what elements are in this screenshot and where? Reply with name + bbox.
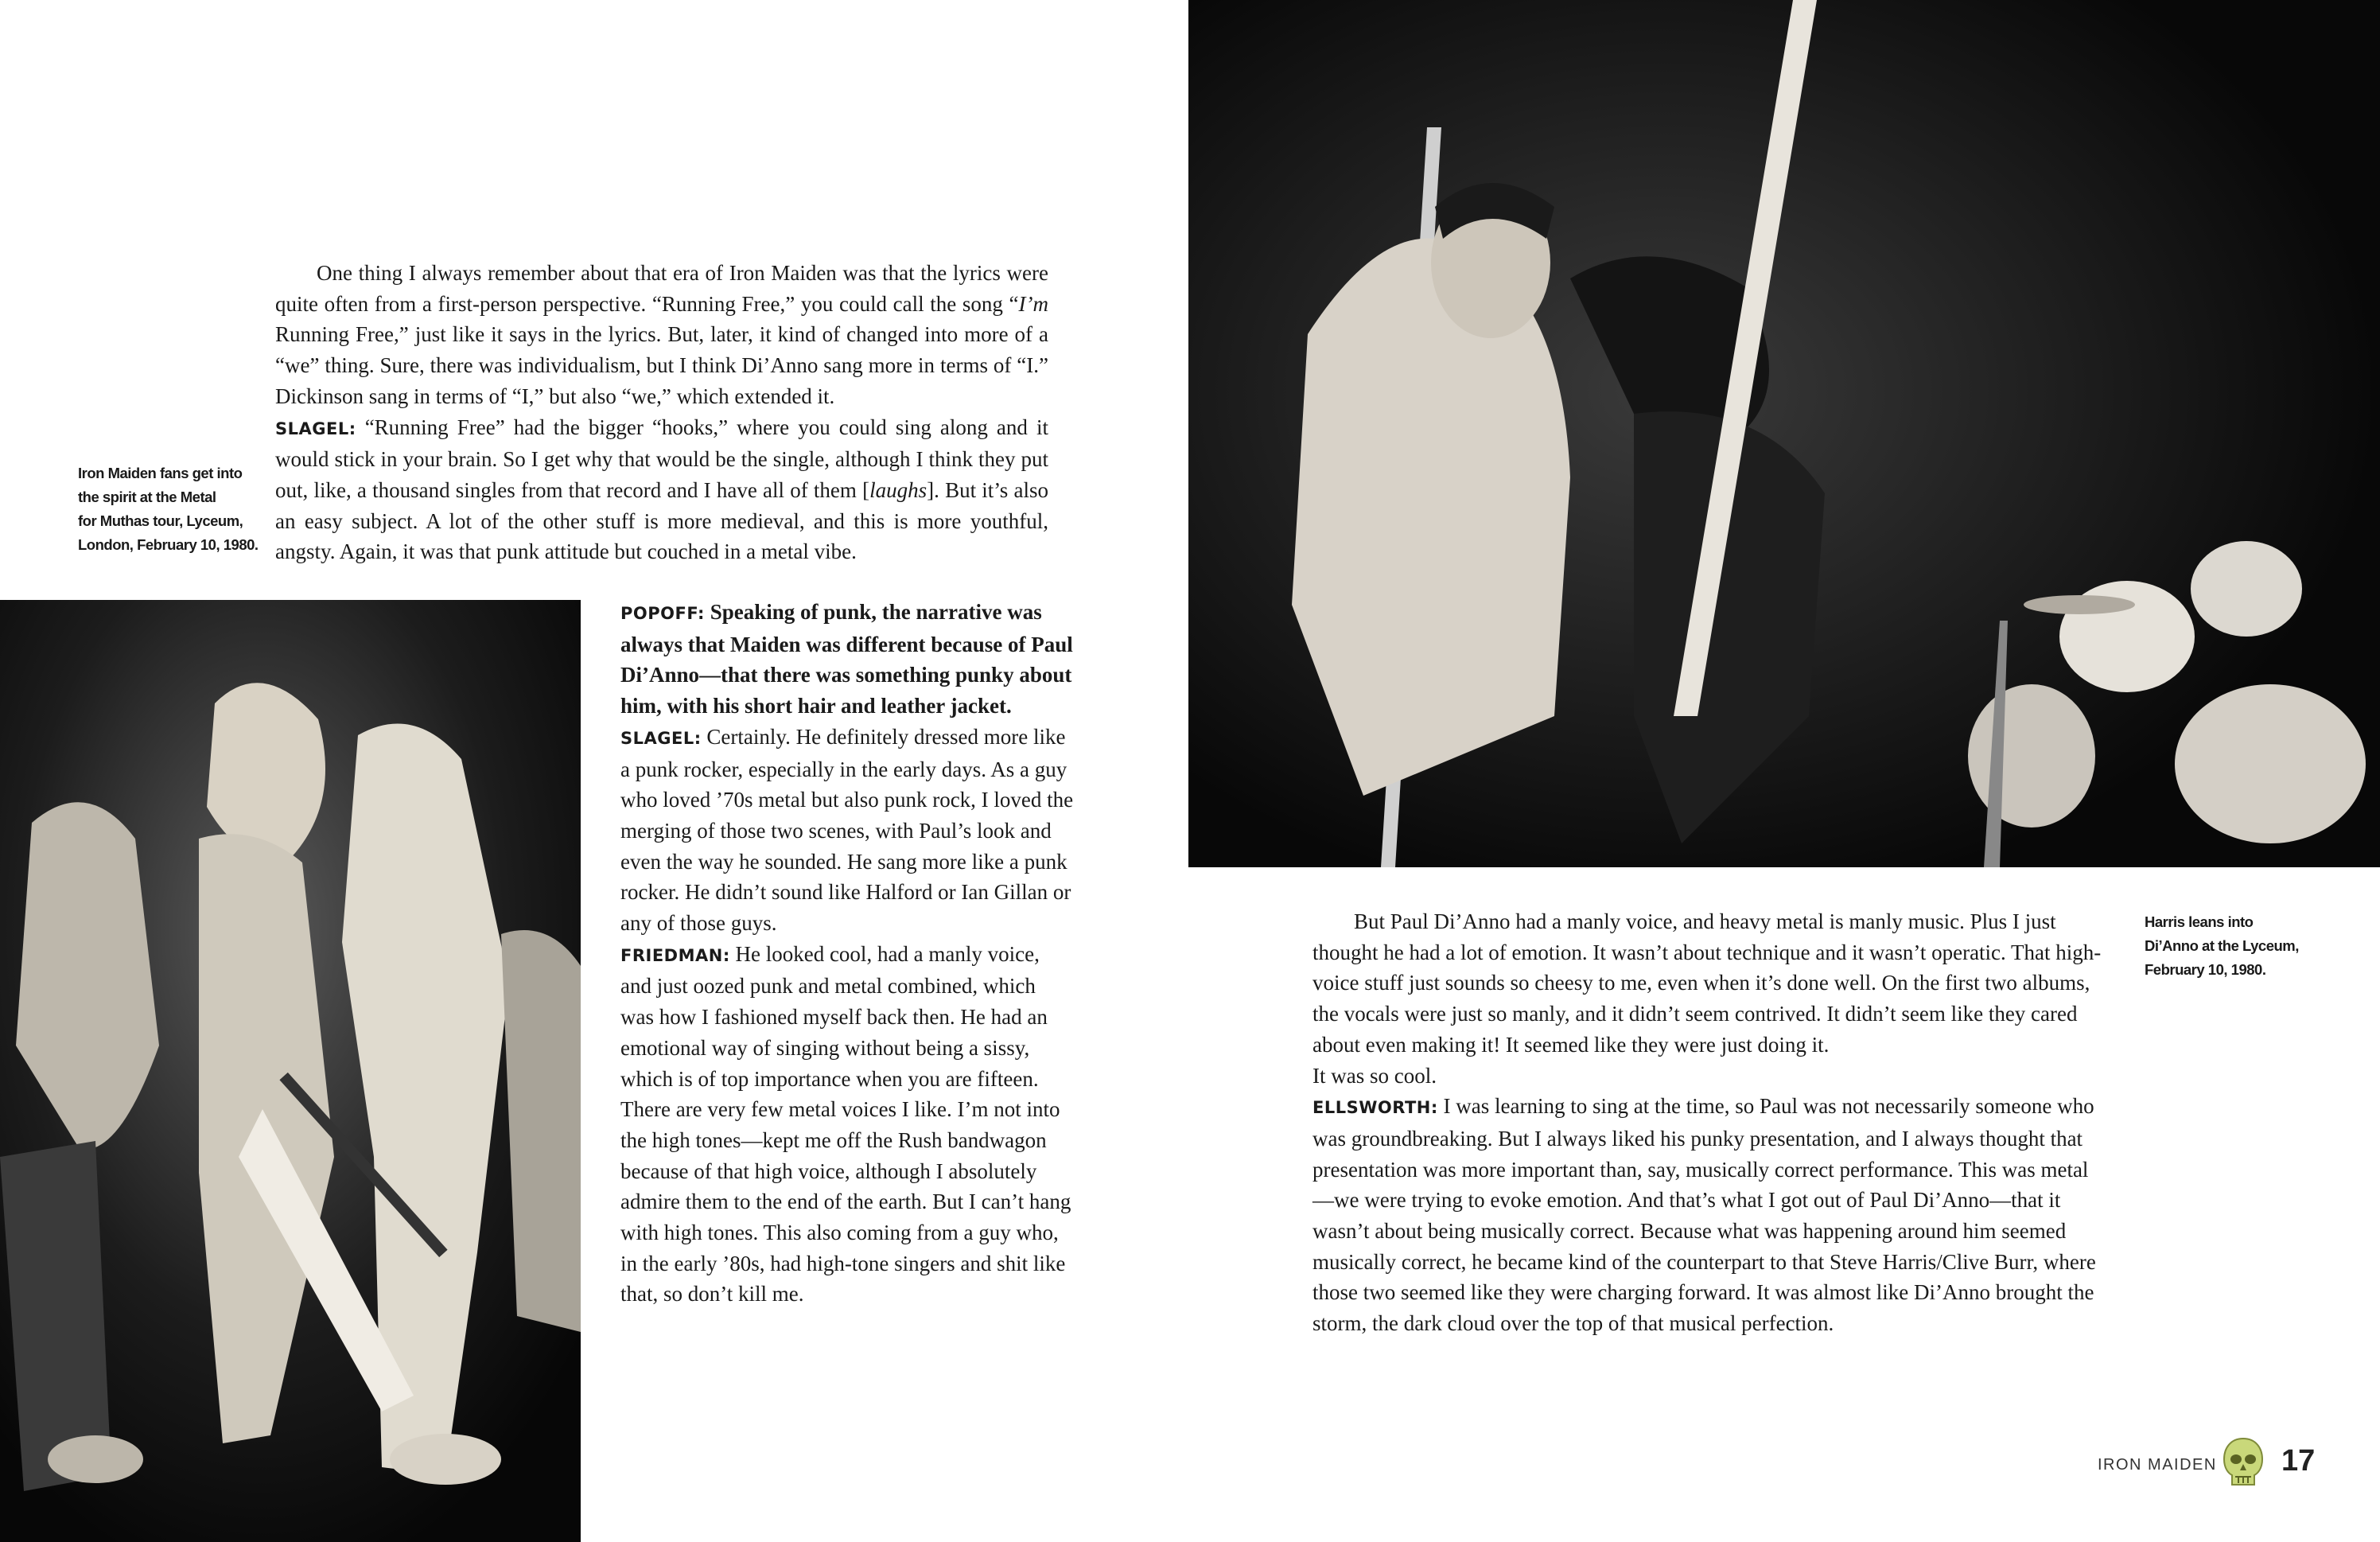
intro-text-block xyxy=(275,258,1048,567)
so-cool-line: It was so cool. xyxy=(1312,1063,1437,1088)
intro-paragraph: One thing I always remember about that era of Iron Maiden was that the lyrics were quite often from a first-person perspective. “Running Free,” you could call the song “I’m Running Free,” just like it says in the lyrics. But, later, it kind of changed into more of a “we” thing. Sure, there was individualism, but I think Di’Anno sang more in terms of “I.” Dickinson sang in terms of “I,” but also “we,” which extended it. xyxy=(275,261,1048,408)
running-footer-label: IRON MAIDEN xyxy=(2098,1456,2217,1474)
page-number: 17 xyxy=(2281,1444,2316,1478)
interview-column-right xyxy=(1312,906,2108,1339)
slagel-answer-2: SLAGEL: Certainly. He definitely dressed more like a punk rocker, especially in the early days. As a guy who loved ’70s metal but also punk rock, I loved the merging of those two scenes, with Paul’s look and even the way he sounded. He sang more like a punk rocker. He didn’t sound like Halford or Ian Gillan or any of those guys. xyxy=(620,724,1074,936)
caption-harris: Harris leans into Di’Anno at the Lyceum, February 10, 1980. xyxy=(2145,913,2299,978)
photo-fans xyxy=(0,600,581,1542)
interview-column-middle xyxy=(620,597,1074,1310)
speaker-label: ELLSWORTH: xyxy=(1312,1098,1438,1118)
speaker-label: SLAGEL: xyxy=(620,728,702,748)
photo-concert xyxy=(1188,0,2380,867)
popoff-question: POPOFF: Speaking of punk, the narrative was always that Maiden was different because of Paul Di’Anno—that there was something punky about him, with his short hair and leather jacket. xyxy=(620,600,1073,718)
speaker-label: FRIEDMAN: xyxy=(620,945,730,965)
paul-dianno-paragraph: But Paul Di’Anno had a manly voice, and heavy metal is manly music. Plus I just thought he had a lot of emotion. It wasn’t about technique and it wasn’t operatic. That high-voice stuff just sounds so cheesy to me, even when it’s done well. On the first two albums, the vocals were just so manly, and it didn’t seem contrived. It didn’t seem like they cared about even making it! It seemed like they were just doing it. xyxy=(1312,909,2102,1057)
ellsworth-answer: ELLSWORTH: I was learning to sing at the time, so Paul was not necessarily someone who was groundbreaking. But I always liked his punky presentation, and I always thought that presentation was more important than, say, musically correct performance. This was metal—we were trying to evoke emotion. And that’s what I got out of Paul Di’Anno—that it wasn’t about being musically correct. Because what was happening around him seemed musically correct, he became kind of the counterpart to that Steve Harris/Clive Burr, where those two seemed like they were charging forward. It was almost like Di’Anno brought the storm, the dark cloud over the top of that musical perfection. xyxy=(1312,1094,2096,1336)
eddie-skull-icon xyxy=(2221,1437,2265,1488)
slagel-answer-1: SLAGEL: “Running Free” had the bigger “hooks,” where you could sing along and it would stick in your brain. So I get why that would be the single, although I think they put out, like, a thousand singles from that record and I have all of them [laughs]. But it’s also an easy subject. A lot of the other stuff is more medieval, and this is more youthful, angsty. Again, it was that punk attitude but couched in a metal vibe. xyxy=(275,415,1048,564)
friedman-answer: FRIEDMAN: He looked cool, had a manly voice, and just oozed punk and metal combined, which was how I fashioned myself back then. He had an emotional way of singing without being a sissy, which is of top importance when you are fifteen. There are very few metal voices I like. I’m not into the high tones—kept me off the Rush bandwagon because of that high voice, although I absolutely admire them to the end of the earth. But I can’t hang with high tones. This also coming from a guy who, in the early ’80s, had high-tone singers and shit like that, so don’t kill me. xyxy=(620,941,1071,1306)
speaker-label: POPOFF: xyxy=(620,604,705,623)
speaker-label: SLAGEL: xyxy=(275,419,356,438)
caption-fans: Iron Maiden fans get into the spirit at the Metal for Muthas tour, Lyceum, London, February 10, 1980. xyxy=(78,465,259,553)
